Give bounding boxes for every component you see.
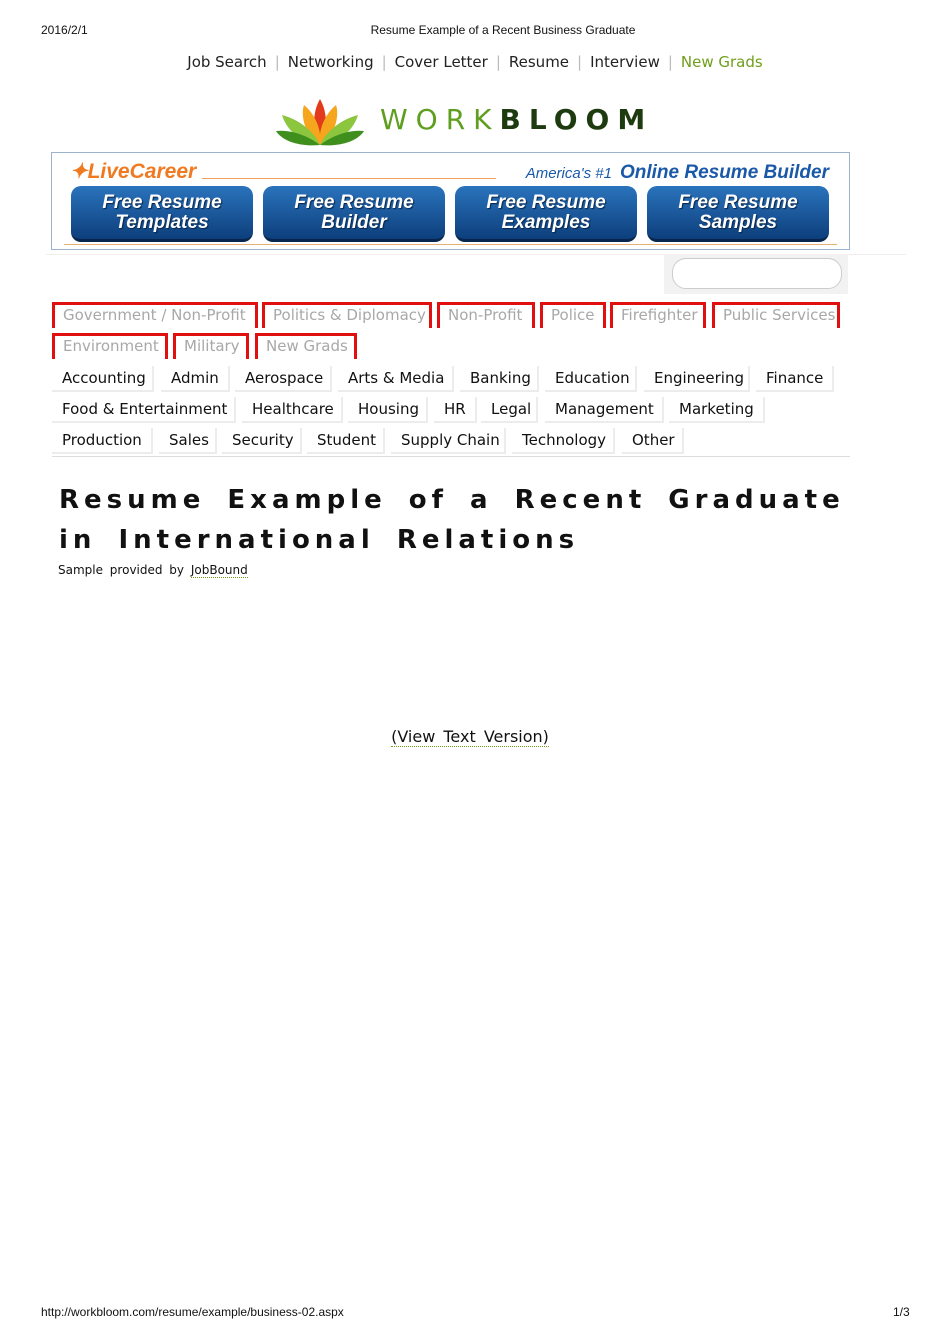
banner-bottom-line xyxy=(64,244,837,245)
banner-tag-small: America's #1 xyxy=(525,165,612,182)
nav-job-search[interactable]: Job Search xyxy=(187,53,267,71)
nav-separator: | xyxy=(495,53,501,71)
tab-admin[interactable]: Admin xyxy=(161,366,230,392)
tab-firefighter[interactable]: Firefighter xyxy=(610,302,706,328)
tab-non-profit[interactable]: Non-Profit xyxy=(437,302,535,328)
print-url: http://workbloom.com/resume/example/business-02.aspx xyxy=(41,1305,344,1319)
tab-government-non-profit[interactable]: Government / Non-Profit xyxy=(52,302,258,328)
tab-new-grads[interactable]: New Grads xyxy=(255,333,357,359)
tab-accounting[interactable]: Accounting xyxy=(52,366,154,392)
banner-tag-big: Online Resume Builder xyxy=(619,162,829,183)
button-line: Builder xyxy=(321,212,387,233)
tab-public-services[interactable]: Public Services xyxy=(712,302,840,328)
tab-management[interactable]: Management xyxy=(545,397,664,423)
button-line: Samples xyxy=(698,212,778,233)
search-box xyxy=(664,254,848,294)
nav-new-grads[interactable]: New Grads xyxy=(680,53,763,71)
tab-food-entertainment[interactable]: Food & Entertainment xyxy=(52,397,236,423)
nav-networking[interactable]: Networking xyxy=(287,53,374,71)
tab-security[interactable]: Security xyxy=(222,428,302,454)
print-date: 2016/2/1 xyxy=(41,23,88,37)
logo-text-work: WORK xyxy=(380,103,500,136)
free-resume-templates-button[interactable] xyxy=(71,186,253,242)
jobbound-link[interactable]: JobBound xyxy=(190,563,248,577)
button-line: Free Resume xyxy=(678,192,798,213)
tab-arts-media[interactable]: Arts & Media xyxy=(338,366,454,392)
view-text-version xyxy=(0,727,940,746)
sample-credit xyxy=(58,563,248,577)
nav-separator: | xyxy=(667,53,673,71)
free-resume-builder-button[interactable] xyxy=(263,186,445,242)
tab-student[interactable]: Student xyxy=(307,428,385,454)
nav-separator: | xyxy=(577,53,583,71)
free-resume-examples-button[interactable] xyxy=(455,186,637,242)
logo-wordmark xyxy=(380,103,653,136)
button-line: Free Resume xyxy=(294,192,414,213)
tab-police[interactable]: Police xyxy=(540,302,606,328)
nav-resume[interactable]: Resume xyxy=(508,53,570,71)
tab-military[interactable]: Military xyxy=(173,333,249,359)
print-page-number: 1/3 xyxy=(893,1305,910,1319)
category-bottom-line xyxy=(52,456,850,457)
button-line: Examples xyxy=(501,212,591,233)
livecareer-banner xyxy=(51,152,850,250)
tab-supply-chain[interactable]: Supply Chain xyxy=(391,428,506,454)
top-navigation xyxy=(0,53,950,71)
tab-marketing[interactable]: Marketing xyxy=(669,397,765,423)
livecareer-logo[interactable]: ✦LiveCareer xyxy=(70,160,197,183)
nav-cover-letter[interactable]: Cover Letter xyxy=(394,53,488,71)
button-line: Free Resume xyxy=(102,192,222,213)
tab-production[interactable]: Production xyxy=(52,428,153,454)
tab-technology[interactable]: Technology xyxy=(512,428,615,454)
tab-housing[interactable]: Housing xyxy=(348,397,428,423)
search-input[interactable] xyxy=(672,258,842,289)
tab-hr[interactable]: HR xyxy=(434,397,477,423)
tab-politics-diplomacy[interactable]: Politics & Diplomacy xyxy=(262,302,432,328)
banner-divider-line xyxy=(202,178,496,179)
credit-prefix: Sample provided by xyxy=(58,563,185,577)
tab-sales[interactable]: Sales xyxy=(159,428,217,454)
tab-legal[interactable]: Legal xyxy=(481,397,538,423)
tab-environment[interactable]: Environment xyxy=(52,333,168,359)
tab-healthcare[interactable]: Healthcare xyxy=(242,397,343,423)
button-line: Templates xyxy=(115,212,209,233)
tab-other[interactable]: Other xyxy=(622,428,684,454)
print-title: Resume Example of a Recent Business Graduate xyxy=(370,23,636,37)
page-title: Resume Example of a Recent Graduate in International Relations xyxy=(59,485,845,555)
nav-interview[interactable]: Interview xyxy=(590,53,660,71)
nav-separator: | xyxy=(381,53,387,71)
lotus-flower-icon xyxy=(276,97,364,147)
tab-banking[interactable]: Banking xyxy=(460,366,539,392)
free-resume-samples-button[interactable] xyxy=(647,186,829,242)
button-line: Free Resume xyxy=(486,192,606,213)
tab-education[interactable]: Education xyxy=(545,366,637,392)
tab-engineering[interactable]: Engineering xyxy=(644,366,750,392)
tab-finance[interactable]: Finance xyxy=(756,366,834,392)
tab-aerospace[interactable]: Aerospace xyxy=(235,366,332,392)
view-text-version-link[interactable]: (View Text Version) xyxy=(391,727,549,746)
logo-text-bloom: BLOOM xyxy=(499,103,654,136)
nav-separator: | xyxy=(274,53,280,71)
banner-tagline xyxy=(526,162,829,184)
workbloom-logo[interactable] xyxy=(276,97,654,149)
